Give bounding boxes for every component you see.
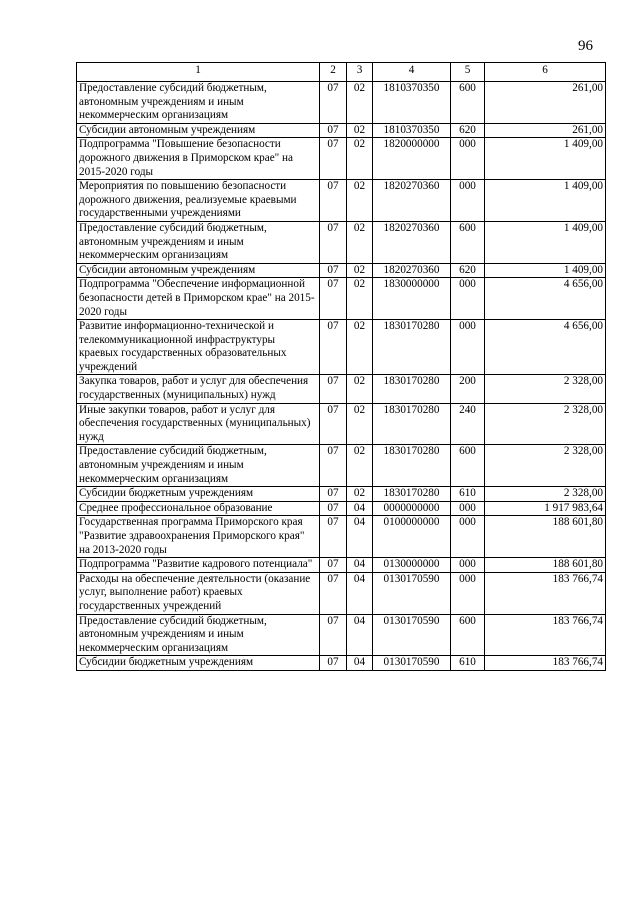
section-code: 07 [320, 572, 347, 614]
section-code: 07 [320, 221, 347, 263]
expense-type-code: 000 [451, 278, 485, 320]
expense-type-code: 610 [451, 487, 485, 502]
target-article-code: 1830170280 [373, 320, 451, 375]
subsection-code: 04 [347, 516, 373, 558]
header-cell: 4 [373, 63, 451, 82]
table-row [77, 403, 606, 445]
item-name: Среднее профессиональное образование [77, 501, 320, 516]
amount: 1 409,00 [485, 263, 606, 278]
section-code: 07 [320, 445, 347, 487]
amount: 4 656,00 [485, 320, 606, 375]
section-code: 07 [320, 123, 347, 138]
section-code: 07 [320, 278, 347, 320]
section-code: 07 [320, 263, 347, 278]
target-article-code: 0130170590 [373, 572, 451, 614]
expense-type-code: 600 [451, 221, 485, 263]
table-row [77, 656, 606, 671]
item-name: Субсидии автономным учреждениям [77, 263, 320, 278]
section-code: 07 [320, 516, 347, 558]
header-cell: 2 [320, 63, 347, 82]
expense-type-code: 000 [451, 572, 485, 614]
subsection-code: 04 [347, 614, 373, 656]
amount: 2 328,00 [485, 403, 606, 445]
target-article-code: 1830170280 [373, 375, 451, 403]
item-name: Предоставление субсидий бюджетным, автономным учреждениям и иным некоммерческим организациям [77, 221, 320, 263]
section-code: 07 [320, 82, 347, 124]
subsection-code: 04 [347, 501, 373, 516]
expense-type-code: 610 [451, 656, 485, 671]
target-article-code: 1830170280 [373, 487, 451, 502]
table-row [77, 123, 606, 138]
amount: 1 409,00 [485, 138, 606, 180]
item-name: Подпрограмма "Повышение безопасности дорожного движения в Приморском крае" на 2015-2020 годы [77, 138, 320, 180]
expense-type-code: 000 [451, 180, 485, 222]
table-row [77, 138, 606, 180]
amount: 261,00 [485, 123, 606, 138]
amount: 1 409,00 [485, 180, 606, 222]
target-article-code: 1820270360 [373, 221, 451, 263]
item-name: Подпрограмма "Развитие кадрового потенциала" [77, 558, 320, 573]
subsection-code: 02 [347, 180, 373, 222]
expense-type-code: 000 [451, 501, 485, 516]
amount: 1 409,00 [485, 221, 606, 263]
amount: 4 656,00 [485, 278, 606, 320]
page-number: 96 [578, 38, 593, 54]
table-row [77, 82, 606, 124]
subsection-code: 02 [347, 82, 373, 124]
item-name: Развитие информационно-технической и телекоммуникационной инфраструктуры краевых государственных образовательных учреждений [77, 320, 320, 375]
item-name: Предоставление субсидий бюджетным, автономным учреждениям и иным некоммерческим организациям [77, 82, 320, 124]
target-article-code: 1820000000 [373, 138, 451, 180]
item-name: Государственная программа Приморского края "Развитие здравоохранения Приморского края" на 2013-2020 годы [77, 516, 320, 558]
header-cell: 3 [347, 63, 373, 82]
table-row [77, 278, 606, 320]
header-row [77, 63, 606, 82]
amount: 2 328,00 [485, 375, 606, 403]
item-name: Предоставление субсидий бюджетным, автономным учреждениям и иным некоммерческим организациям [77, 614, 320, 656]
target-article-code: 1820270360 [373, 180, 451, 222]
item-name: Предоставление субсидий бюджетным, автономным учреждениям и иным некоммерческим организациям [77, 445, 320, 487]
target-article-code: 0130000000 [373, 558, 451, 573]
table-row [77, 501, 606, 516]
subsection-code: 02 [347, 123, 373, 138]
item-name: Субсидии автономным учреждениям [77, 123, 320, 138]
amount: 188 601,80 [485, 516, 606, 558]
target-article-code: 1830170280 [373, 445, 451, 487]
expense-type-code: 000 [451, 558, 485, 573]
amount: 183 766,74 [485, 614, 606, 656]
item-name: Субсидии бюджетным учреждениям [77, 487, 320, 502]
table-row [77, 614, 606, 656]
expense-type-code: 600 [451, 445, 485, 487]
table-row [77, 180, 606, 222]
subsection-code: 02 [347, 445, 373, 487]
expense-type-code: 200 [451, 375, 485, 403]
item-name: Мероприятия по повышению безопасности дорожного движения, реализуемые краевыми государственными учреждениями [77, 180, 320, 222]
subsection-code: 04 [347, 558, 373, 573]
amount: 183 766,74 [485, 572, 606, 614]
section-code: 07 [320, 403, 347, 445]
expense-type-code: 620 [451, 263, 485, 278]
amount: 261,00 [485, 82, 606, 124]
item-name: Расходы на обеспечение деятельности (оказание услуг, выполнение работ) краевых государственных учреждений [77, 572, 320, 614]
target-article-code: 1810370350 [373, 82, 451, 124]
subsection-code: 04 [347, 656, 373, 671]
subsection-code: 02 [347, 221, 373, 263]
subsection-code: 04 [347, 572, 373, 614]
section-code: 07 [320, 180, 347, 222]
target-article-code: 0100000000 [373, 516, 451, 558]
subsection-code: 02 [347, 263, 373, 278]
subsection-code: 02 [347, 487, 373, 502]
amount: 188 601,80 [485, 558, 606, 573]
header-cell: 5 [451, 63, 485, 82]
subsection-code: 02 [347, 278, 373, 320]
section-code: 07 [320, 558, 347, 573]
expense-type-code: 240 [451, 403, 485, 445]
expense-type-code: 600 [451, 614, 485, 656]
budget-table [76, 62, 606, 671]
table-row [77, 263, 606, 278]
table-row [77, 221, 606, 263]
table-row [77, 516, 606, 558]
table-row [77, 572, 606, 614]
expense-type-code: 620 [451, 123, 485, 138]
target-article-code: 0130170590 [373, 656, 451, 671]
expense-type-code: 000 [451, 516, 485, 558]
section-code: 07 [320, 614, 347, 656]
table-row [77, 558, 606, 573]
table-row [77, 375, 606, 403]
header-cell: 6 [485, 63, 606, 82]
table-row [77, 320, 606, 375]
target-article-code: 1830170280 [373, 403, 451, 445]
target-article-code: 1810370350 [373, 123, 451, 138]
expense-type-code: 600 [451, 82, 485, 124]
target-article-code: 0130170590 [373, 614, 451, 656]
target-article-code: 1830000000 [373, 278, 451, 320]
expense-type-code: 000 [451, 320, 485, 375]
subsection-code: 02 [347, 138, 373, 180]
section-code: 07 [320, 656, 347, 671]
item-name: Закупка товаров, работ и услуг для обеспечения государственных (муниципальных) нужд [77, 375, 320, 403]
item-name: Субсидии бюджетным учреждениям [77, 656, 320, 671]
section-code: 07 [320, 138, 347, 180]
subsection-code: 02 [347, 375, 373, 403]
section-code: 07 [320, 375, 347, 403]
amount: 2 328,00 [485, 487, 606, 502]
target-article-code: 1820270360 [373, 263, 451, 278]
amount: 1 917 983,64 [485, 501, 606, 516]
amount: 183 766,74 [485, 656, 606, 671]
subsection-code: 02 [347, 403, 373, 445]
expense-type-code: 000 [451, 138, 485, 180]
amount: 2 328,00 [485, 445, 606, 487]
table-row [77, 445, 606, 487]
subsection-code: 02 [347, 320, 373, 375]
target-article-code: 0000000000 [373, 501, 451, 516]
item-name: Иные закупки товаров, работ и услуг для обеспечения государственных (муниципальных) нужд [77, 403, 320, 445]
item-name: Подпрограмма "Обеспечение информационной безопасности детей в Приморском крае" на 2015-2020 годы [77, 278, 320, 320]
table-row [77, 487, 606, 502]
section-code: 07 [320, 487, 347, 502]
section-code: 07 [320, 320, 347, 375]
header-cell: 1 [77, 63, 320, 82]
section-code: 07 [320, 501, 347, 516]
